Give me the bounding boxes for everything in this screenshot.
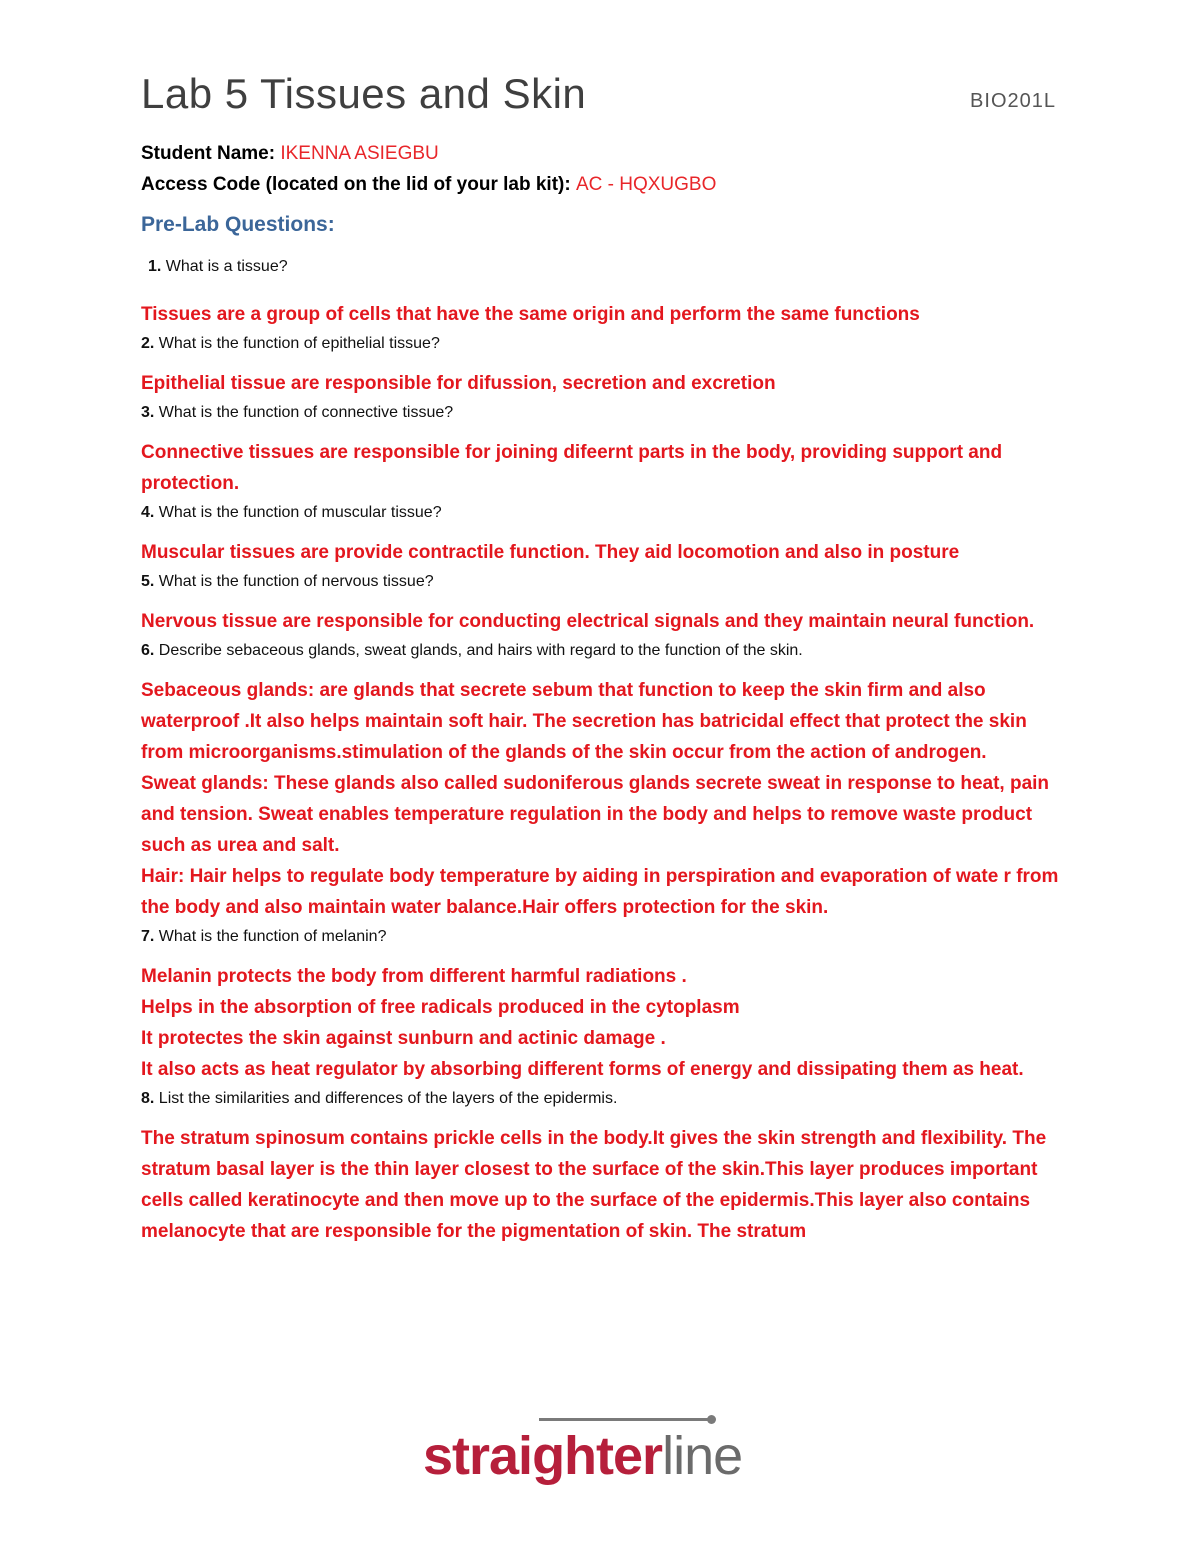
question-text: Describe sebaceous glands, sweat glands, and hairs with regard to the function of the skin. xyxy=(158,642,803,659)
question-3 xyxy=(141,401,1066,425)
answer-3 xyxy=(141,437,1066,499)
logo-bar xyxy=(539,1418,711,1421)
answer-paragraph: Nervous tissue are responsible for conducting electrical signals and they maintain neural function. xyxy=(141,611,1035,632)
logo-text-bold: straighter xyxy=(423,1426,663,1486)
student-name-value: IKENNA ASIEGBU xyxy=(280,143,439,164)
answer-paragraph: Muscular tissues are provide contractile function. They aid locomotion and also in posture xyxy=(141,542,960,563)
straighterline-logo xyxy=(423,1418,783,1498)
question-number: 4. xyxy=(141,504,155,521)
question-number: 1. xyxy=(148,258,162,275)
question-text: What is the function of melanin? xyxy=(158,928,387,945)
question-8 xyxy=(141,1087,1066,1111)
student-name-label: Student Name: xyxy=(141,143,276,164)
answer-paragraph: The stratum spinosum contains prickle cells in the body.It gives the skin strength and flexibility. The stratum basal layer is the thin layer closest to the surface of the skin.This layer produces important cells called keratinocyte and then move up to the surface of the epidermis.This layer also contains melanocyte that are responsible for the pigmentation of skin. The stratum xyxy=(141,1128,1047,1242)
question-number: 8. xyxy=(141,1090,155,1107)
logo-text-light: line xyxy=(662,1426,743,1486)
question-text: What is the function of nervous tissue? xyxy=(158,573,434,590)
answer-paragraph: It protectes the skin against sunburn and actinic damage . xyxy=(141,1028,666,1049)
question-text: What is the function of muscular tissue? xyxy=(158,504,442,521)
student-name-line xyxy=(141,143,439,165)
answer-paragraph: Connective tissues are responsible for joining difeernt parts in the body, providing support and protection. xyxy=(141,442,1003,494)
question-4 xyxy=(141,501,1066,525)
question-text: What is the function of connective tissue? xyxy=(158,404,454,421)
section-heading: Pre-Lab Questions: xyxy=(141,213,335,236)
answer-paragraph: Epithelial tissue are responsible for difussion, secretion and excretion xyxy=(141,373,776,394)
question-number: 3. xyxy=(141,404,155,421)
answer-5 xyxy=(141,606,1066,637)
answer-paragraph: Tissues are a group of cells that have the same origin and perform the same functions xyxy=(141,304,920,325)
logo-wordmark xyxy=(423,1424,742,1488)
answer-paragraph: Melanin protects the body from different harmful radiations . xyxy=(141,966,687,987)
question-number: 5. xyxy=(141,573,155,590)
question-number: 6. xyxy=(141,642,155,659)
answer-paragraph: Hair: Hair helps to regulate body temperature by aiding in perspiration and evaporation of wate r from the body and also maintain water balance.Hair offers protection for the skin. xyxy=(141,866,1059,918)
question-2 xyxy=(141,332,1066,356)
question-7 xyxy=(141,925,1066,949)
question-number: 2. xyxy=(141,335,155,352)
answer-paragraph: Sebaceous glands: are glands that secrete sebum that function to keep the skin firm and also waterproof .It also helps maintain soft hair. The secretion has batricidal effect that protect the skin from microorganisms.stimulation of the glands of the skin occur from the action of androgen. xyxy=(141,680,1027,763)
question-number: 7. xyxy=(141,928,155,945)
access-code-value: AC - HQXUGBO xyxy=(575,174,717,195)
answer-7 xyxy=(141,961,1066,1085)
answer-1 xyxy=(141,299,1066,330)
question-1 xyxy=(141,255,1066,279)
question-list xyxy=(141,255,1066,1249)
logo-dot xyxy=(707,1415,716,1424)
answer-2 xyxy=(141,368,1066,399)
question-text: What is the function of epithelial tissue? xyxy=(158,335,440,352)
answer-4 xyxy=(141,537,1066,568)
question-5 xyxy=(141,570,1066,594)
access-code-label: Access Code (located on the lid of your lab kit): xyxy=(141,174,571,195)
course-code: BIO201L xyxy=(970,90,1056,112)
answer-paragraph: Sweat glands: These glands also called sudoniferous glands secrete sweat in response to heat, pain and tension. Sweat enables temperature regulation in the body and helps to remove waste product such as urea and salt. xyxy=(141,773,1050,856)
question-text: What is a tissue? xyxy=(165,258,288,275)
answer-6 xyxy=(141,675,1066,923)
page-title: Lab 5 Tissues and Skin xyxy=(141,70,587,117)
question-6 xyxy=(141,639,1066,663)
question-text: List the similarities and differences of the layers of the epidermis. xyxy=(158,1090,618,1107)
answer-paragraph: It also acts as heat regulator by absorbing different forms of energy and dissipating them as heat. xyxy=(141,1059,1024,1080)
answer-paragraph: Helps in the absorption of free radicals produced in the cytoplasm xyxy=(141,997,740,1018)
answer-8 xyxy=(141,1123,1066,1247)
access-code-line xyxy=(141,174,716,196)
